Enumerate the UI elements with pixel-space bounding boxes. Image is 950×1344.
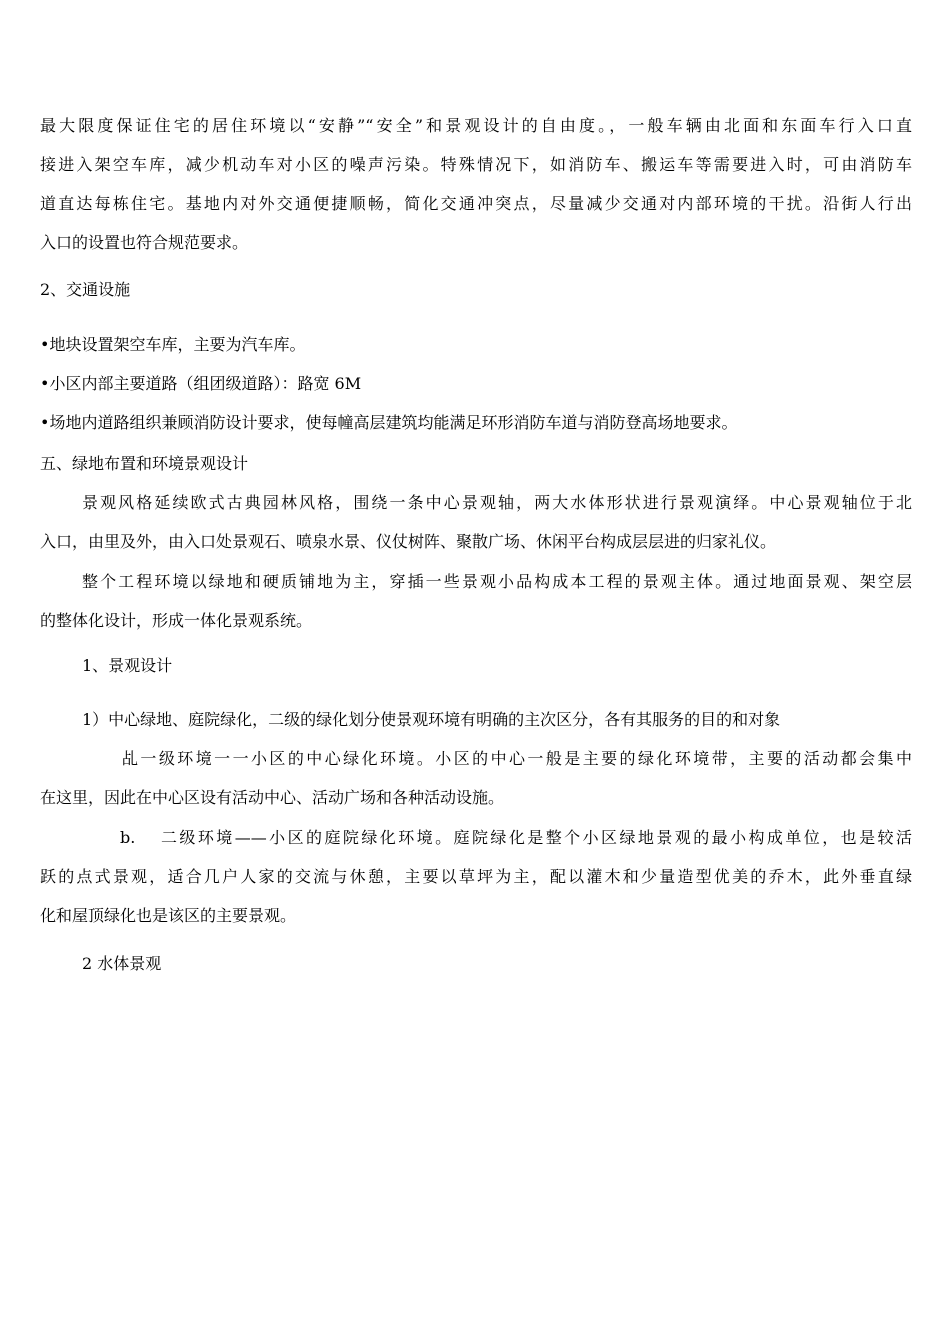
paragraph-engineering-line-1: 整个工程环境以绿地和硬质铺地为主，穿插一些景观小品构成本工程的景观主体。通过地面景观、架空层 <box>82 572 912 591</box>
heading-landscape-design: 1、景观设计 <box>82 656 173 675</box>
list-item-a-line-1: 乩一级环境一一小区的中心绿化环境。小区的中心一般是主要的绿化环境带，主要的活动都会集中 <box>122 749 912 768</box>
paragraph-traffic-line-2: 接进入架空车库，减少机动车对小区的噪声污染。特殊情况下，如消防车、搬运车等需要进入时，可由消防车 <box>40 155 912 174</box>
bullet-item: •小区内部主要道路（组团级道路）：路宽 6M <box>40 374 362 393</box>
list-item-1: 1）中心绿地、庭院绿化，二级的绿化划分使景观环境有明确的主次区分，各有其服务的目的和对象 <box>82 710 781 729</box>
paragraph-traffic-line-4: 入口的设置也符合规范要求。 <box>40 233 249 252</box>
bullet-item: •场地内道路组织兼顾消防设计要求，使每幢高层建筑均能满足环形消防车道与消防登高场地要求。 <box>40 413 738 432</box>
paragraph-style-line-1: 景观风格延续欧式古典园林风格，围绕一条中心景观轴，两大水体形状进行景观演绎。中心景观轴位于北 <box>82 493 912 512</box>
list-item-b-line-3: 化和屋顶绿化也是该区的主要景观。 <box>40 906 297 925</box>
paragraph-engineering-line-2: 的整体化设计，形成一体化景观系统。 <box>40 611 313 630</box>
heading-traffic-facilities: 2、交通设施 <box>40 280 131 299</box>
list-item-b-line-1: 二级环境——小区的庭院绿化环境。庭院绿化是整个小区绿地景观的最小构成单位，也是较活 <box>161 828 912 847</box>
bullet-item: •地块设置架空车库，主要为汽车库。 <box>40 335 306 354</box>
paragraph-style-line-2: 入口，由里及外，由入口处景观石、喷泉水景、仪仗树阵、聚散广场、休闲平台构成层层进的归家礼仪。 <box>40 532 777 551</box>
paragraph-traffic-line-3: 道直达每栋住宅。基地内对外交通便捷顺畅，简化交通冲突点，尽量减少交通对内部环境的干扰。沿街人行出 <box>40 194 912 213</box>
list-item-b-marker: b. <box>120 828 136 847</box>
list-item-b-line-2: 跃的点式景观，适合几户人家的交流与休憩，主要以草坪为主，配以灌木和少量造型优美的乔木，此外垂直绿 <box>40 867 912 886</box>
paragraph-traffic-line-1: 最大限度保证住宅的居住环境以“安静”“安全”和景观设计的自由度。，一般车辆由北面和东面车行入口直 <box>40 116 912 135</box>
list-item-a-line-2: 在这里，因此在中心区设有活动中心、活动广场和各种活动设施。 <box>40 788 505 807</box>
heading-water-landscape: 2 水体景观 <box>82 954 162 973</box>
heading-section-five: 五、绿地布置和环境景观设计 <box>40 454 249 473</box>
